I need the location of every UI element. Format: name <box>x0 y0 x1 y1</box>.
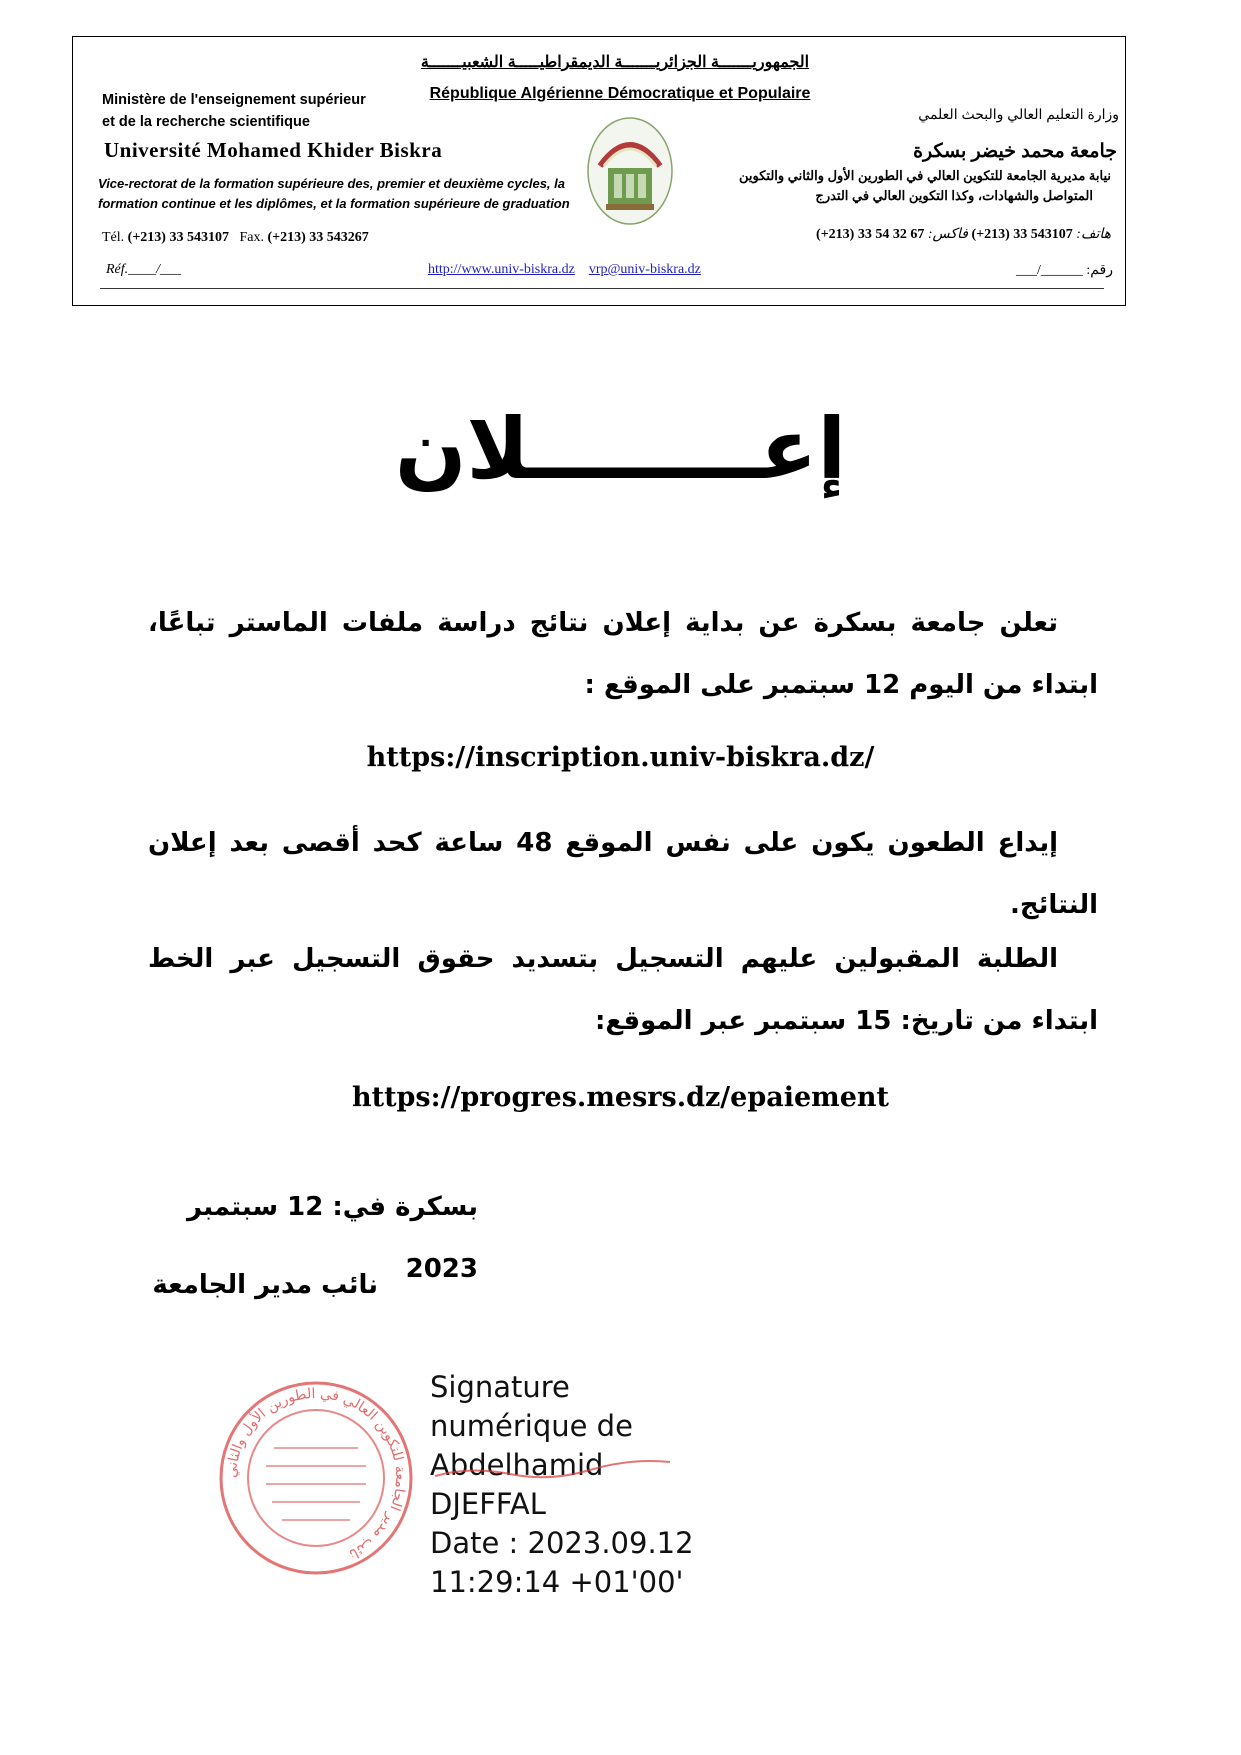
header-links <box>428 262 701 278</box>
signature-line3: Abdelhamid <box>430 1448 604 1482</box>
ar-ministry: وزارة التعليم العالي والبحث العلمي <box>918 106 1119 122</box>
ar-phone-label: هاتف: <box>1076 227 1111 242</box>
fr-phone: (+213) 33 543107 <box>127 230 229 245</box>
header-bottom-rule <box>100 288 1104 289</box>
fr-fax: (+213) 33 543267 <box>267 230 369 245</box>
fr-vice-rectorat-line2: formation continue et les diplômes, et la formation supérieure de graduation <box>98 196 570 211</box>
university-logo <box>586 116 674 226</box>
url-epaiement[interactable]: https://progres.mesrs.dz/epaiement <box>351 1082 890 1113</box>
paragraph-appeals: إيداع الطعون يكون على نفس الموقع 48 ساعة كحد أقصى بعد إعلان النتائج. <box>148 828 1098 920</box>
fr-university-name: Université Mohamed Khider Biskra <box>104 138 443 162</box>
fr-vice-rectorat-line1: Vice-rectorat de la formation supérieure des, premier et deuxième cycles, la <box>98 176 565 191</box>
paragraph-registration: الطلبة المقبولين عليهم التسجيل بتسديد حقوق التسجيل عبر الخط ابتداء من تاريخ: 15 سبتمبر عبر الموقع: <box>148 944 1098 1036</box>
fr-ref: Réf.____/___ <box>106 262 182 277</box>
signature-line6: 11:29:14 +01'00' <box>430 1565 684 1599</box>
paragraph-results: تعلن جامعة بسكرة عن بداية إعلان نتائج دراسة ملفات الماستر تباعًا، ابتداء من اليوم 12 سبتمبر على الموقع : <box>148 608 1098 700</box>
fr-republic: République Algérienne Démocratique et Populaire <box>429 85 811 102</box>
ar-ref: رقم: ______/___ <box>1015 263 1113 278</box>
fr-fax-label: Fax. <box>239 230 264 245</box>
signature-line5: Date : 2023.09.12 <box>430 1526 694 1560</box>
email-link[interactable]: vrp@univ-biskra.dz <box>588 262 701 277</box>
announcement-title: إعــــــــلان <box>394 400 847 498</box>
url-inscription[interactable]: https://inscription.univ-biskra.dz/ <box>366 742 875 773</box>
ar-fax-label: فاكس: <box>927 227 968 242</box>
signature-scribble <box>430 1440 680 1490</box>
fr-ministry-line2: et de la recherche scientifique <box>102 114 310 130</box>
stamp-seal-icon <box>216 1378 416 1578</box>
ar-phone-fax <box>816 226 1111 243</box>
signatory-title: نائب مدير الجامعة <box>152 1270 378 1300</box>
signature-line4: DJEFFAL <box>430 1487 546 1521</box>
ar-phone: (+213) 33 543107 <box>971 227 1073 242</box>
ar-republic: الجمهوريـــــــة الجزائريـــــــة الديمقراطيـــــة الشعبيـــــــة <box>420 54 810 71</box>
signature-line2: numérique de <box>430 1409 633 1443</box>
signature-line1: Signature <box>430 1370 570 1404</box>
stamp-ring-text: نائب مدير الجامعة للتكوين العالي في الطورين الأول والثاني <box>223 1385 409 1563</box>
ar-fax: (+213) 33 54 32 67 <box>816 227 925 242</box>
svg-text:نائب مدير الجامعة للتكوين العا <box>224 1386 408 1562</box>
ar-vice-line1: نيابة مديرية الجامعة للتكوين العالي في الطورين الأول والثاني والتكوين <box>738 168 1111 183</box>
fr-phone-fax <box>102 230 369 246</box>
university-logo-icon <box>586 116 674 226</box>
website-link[interactable]: http://www.univ-biskra.dz <box>428 262 575 277</box>
fr-phone-label: Tél. <box>102 230 125 245</box>
fr-ministry-line1: Ministère de l'enseignement supérieur <box>102 92 366 108</box>
date-line: بسكرة في: 12 سبتمبر 2023 <box>187 1192 478 1284</box>
ar-university-name: جامعة محمد خيضر بسكرة <box>913 141 1117 162</box>
ar-vice-line2: المتواصل والشهادات، وكذا التكوين العالي في التدرج <box>815 188 1093 203</box>
official-stamp <box>216 1378 416 1578</box>
signature-scribble-icon <box>430 1440 680 1490</box>
